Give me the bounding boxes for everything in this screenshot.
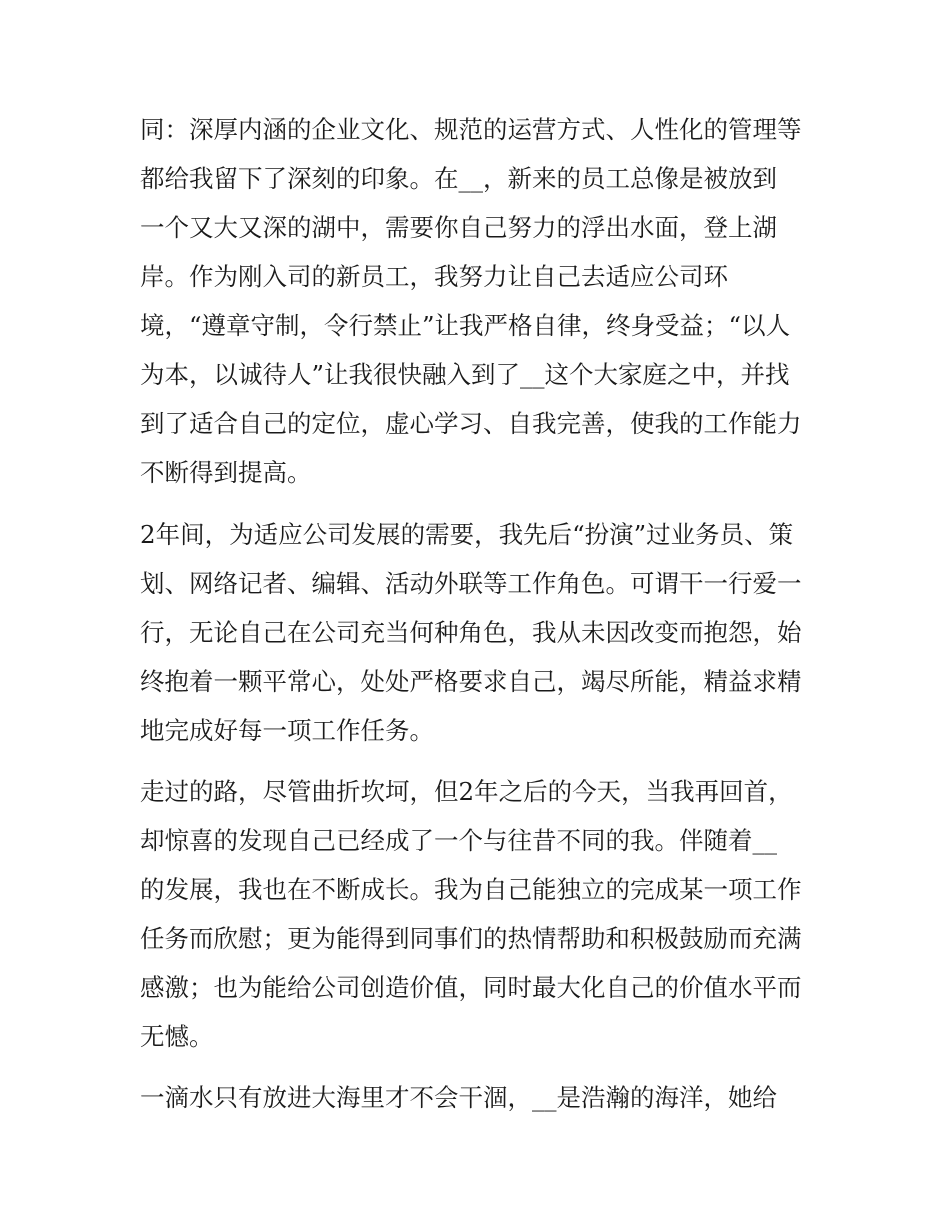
text-line: 的发展，我也在不断成长。我为自己能独立的完成某一项工作 [140,875,802,904]
text-line: 划、网络记者、编辑、活动外联等工作角色。可谓干一行爱一 [140,569,802,598]
text-line: 为本，以诚待人”让我很快融入到了__这个大家庭之中，并找 [140,360,790,389]
text-line: 感激；也为能给公司创造价值，同时最大化自己的价值水平而 [140,973,802,1002]
text-line: 走过的路，尽管曲折坎坷，但2年之后的今天，当我再回首， [140,777,793,806]
text-line: 地完成好每一项工作任务。 [140,716,434,745]
text-line: 终抱着一颗平常心，处处严格要求自己，竭尽所能，精益求精 [140,667,802,696]
text-line: 不断得到提高。 [140,458,312,487]
text-line: 无憾。 [140,1022,214,1051]
text-line: 一个又大又深的湖中，需要你自己努力的浮出水面，登上湖 [140,213,777,242]
text-line: 岸。作为刚入司的新员工，我努力让自己去适应公司环 [140,262,728,291]
text-line: 同：深厚内涵的企业文化、规范的运营方式、人性化的管理等 [140,115,802,144]
text-line: 2年间，为适应公司发展的需要，我先后“扮演”过业务员、策 [140,520,794,549]
text-line: 都给我留下了深刻的印象。在__，新来的员工总像是被放到 [140,164,777,193]
text-line: 却惊喜的发现自己已经成了一个与往昔不同的我。伴随着__ [140,826,777,855]
text-line: 到了适合自己的定位，虚心学习、自我完善，使我的工作能力 [140,409,802,438]
text-line: 境，“遵章守制，令行禁止”让我严格自律，终身受益；“以人 [140,311,791,340]
text-line: 行，无论自己在公司充当何种角色，我从未因改变而抱怨，始 [140,618,802,647]
text-line: 一滴水只有放进大海里才不会干涸，__是浩瀚的海洋，她给 [140,1083,777,1112]
text-line: 任务而欣慰；更为能得到同事们的热情帮助和积极鼓励而充满 [140,924,802,953]
